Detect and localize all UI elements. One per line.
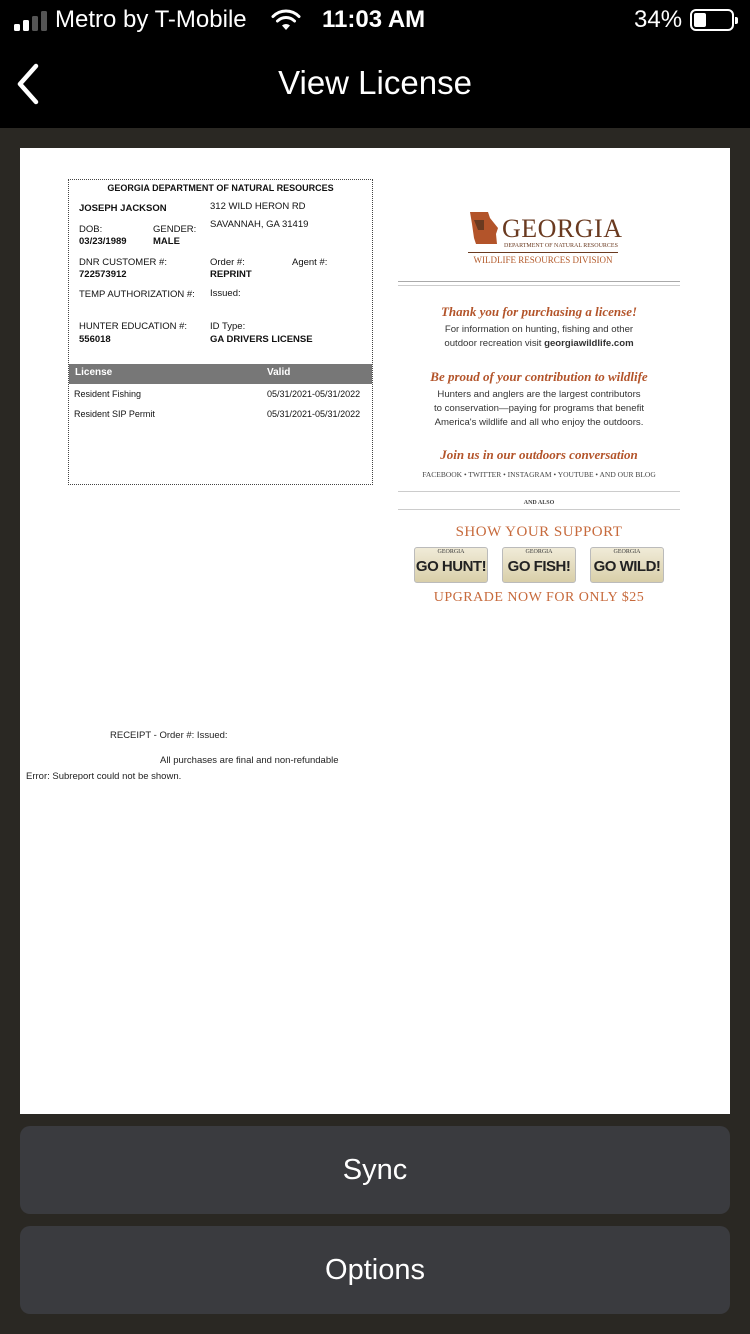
thank-line-1: For information on hunting, fishing and other	[444, 324, 634, 335]
support-heading: SHOW YOUR SUPPORT	[455, 524, 623, 540]
signal-icon	[14, 11, 48, 31]
plate-state: GEORGIA	[525, 549, 553, 555]
plate-text: GO WILD!	[593, 558, 661, 575]
top-bar	[0, 0, 750, 128]
row-valid: 05/31/2021-05/31/2022	[267, 409, 361, 419]
divider	[398, 509, 680, 510]
address-line-1: 312 WILD HERON RD	[210, 201, 306, 212]
column-license: License	[75, 367, 113, 378]
options-button[interactable]: Options	[20, 1226, 730, 1314]
georgia-state-icon	[468, 210, 500, 246]
proud-heading: Be proud of your contribution to wildlife	[430, 369, 648, 384]
upgrade-text: UPGRADE NOW FOR ONLY $25	[433, 590, 645, 605]
dob-value: 03/23/1989	[79, 236, 127, 247]
logo-dept: DEPARTMENT OF NATURAL RESOURCES	[504, 243, 618, 249]
error-message: Error: Subreport could not be shown.	[26, 771, 182, 780]
thank-heading: Thank you for purchasing a license!	[440, 304, 638, 319]
agent-label: Agent #:	[292, 257, 328, 268]
hunter-ed-label: HUNTER EDUCATION #:	[79, 321, 188, 332]
id-type-value: GA DRIVERS LICENSE	[210, 334, 313, 345]
plate-text: GO FISH!	[507, 558, 571, 575]
customer-number: 722573912	[79, 269, 127, 280]
sync-button[interactable]: Sync	[20, 1126, 730, 1214]
issued-label: Issued:	[210, 288, 241, 299]
plate-state: GEORGIA	[613, 549, 641, 555]
georgia-dnr-logo	[468, 208, 623, 265]
plate-state: GEORGIA	[437, 549, 465, 555]
row-license: Resident Fishing	[74, 389, 142, 399]
column-valid: Valid	[267, 367, 291, 378]
status-bar	[0, 0, 750, 42]
license-plates	[414, 547, 664, 583]
license-card	[68, 179, 373, 485]
row-license: Resident SIP Permit	[74, 409, 155, 419]
clock: 11:03 AM	[322, 6, 426, 33]
and-also-label: AND ALSO	[523, 500, 555, 506]
proud-line-2: to conservation—paying for programs that benefit	[433, 403, 645, 414]
website-link[interactable]: georgiawildlife.com	[544, 338, 634, 349]
carrier-name: Metro by T-Mobile	[55, 6, 247, 33]
row-valid: 05/31/2021-05/31/2022	[267, 389, 361, 399]
license-table-header	[69, 364, 372, 384]
battery-percent: 34%	[634, 6, 683, 33]
social-links: FACEBOOK • TWITTER • INSTAGRAM • YOUTUBE • AND OUR BLOG	[422, 470, 656, 479]
divider	[398, 491, 680, 492]
logo-division: WILDLIFE RESOURCES DIVISION	[468, 252, 618, 265]
join-heading: Join us in our outdoors conversation	[440, 447, 638, 462]
proud-line-3: America's wildlife and all who enjoy the outdoors.	[434, 417, 644, 428]
go-hunt-plate	[414, 547, 488, 583]
order-label: Order #:	[210, 257, 245, 268]
thank-line-2-text: outdoor recreation visit	[444, 338, 545, 349]
holder-name: JOSEPH JACKSON	[79, 203, 167, 214]
temp-auth-label: TEMP AUTHORIZATION #:	[79, 289, 195, 300]
page-title: View License	[278, 64, 472, 101]
proud-line-1: Hunters and anglers are the largest contributors	[437, 389, 641, 400]
wifi-icon	[270, 8, 302, 32]
refund-notice: All purchases are final and non-refundable	[160, 755, 339, 766]
receipt-line: RECEIPT - Order #: Issued:	[110, 730, 228, 741]
id-type-label: ID Type:	[210, 321, 246, 332]
address-line-2: SAVANNAH, GA 31419	[210, 219, 309, 230]
logo-name: GEORGIA	[502, 214, 623, 243]
hunter-ed-number: 556018	[79, 334, 111, 345]
order-value: REPRINT	[210, 269, 252, 280]
customer-label: DNR CUSTOMER #:	[79, 257, 167, 268]
battery-icon	[690, 9, 734, 31]
go-wild-plate	[590, 547, 664, 583]
divider	[398, 285, 680, 286]
agency-header: GEORGIA DEPARTMENT OF NATURAL RESOURCES	[107, 183, 334, 193]
plate-text: GO HUNT!	[415, 558, 487, 575]
gender-value: MALE	[153, 236, 180, 247]
go-fish-plate	[502, 547, 576, 583]
divider	[398, 281, 680, 282]
thank-line-2	[398, 337, 680, 351]
gender-label: GENDER:	[153, 224, 197, 235]
license-document[interactable]	[20, 148, 730, 1114]
dob-label: DOB:	[79, 224, 103, 235]
